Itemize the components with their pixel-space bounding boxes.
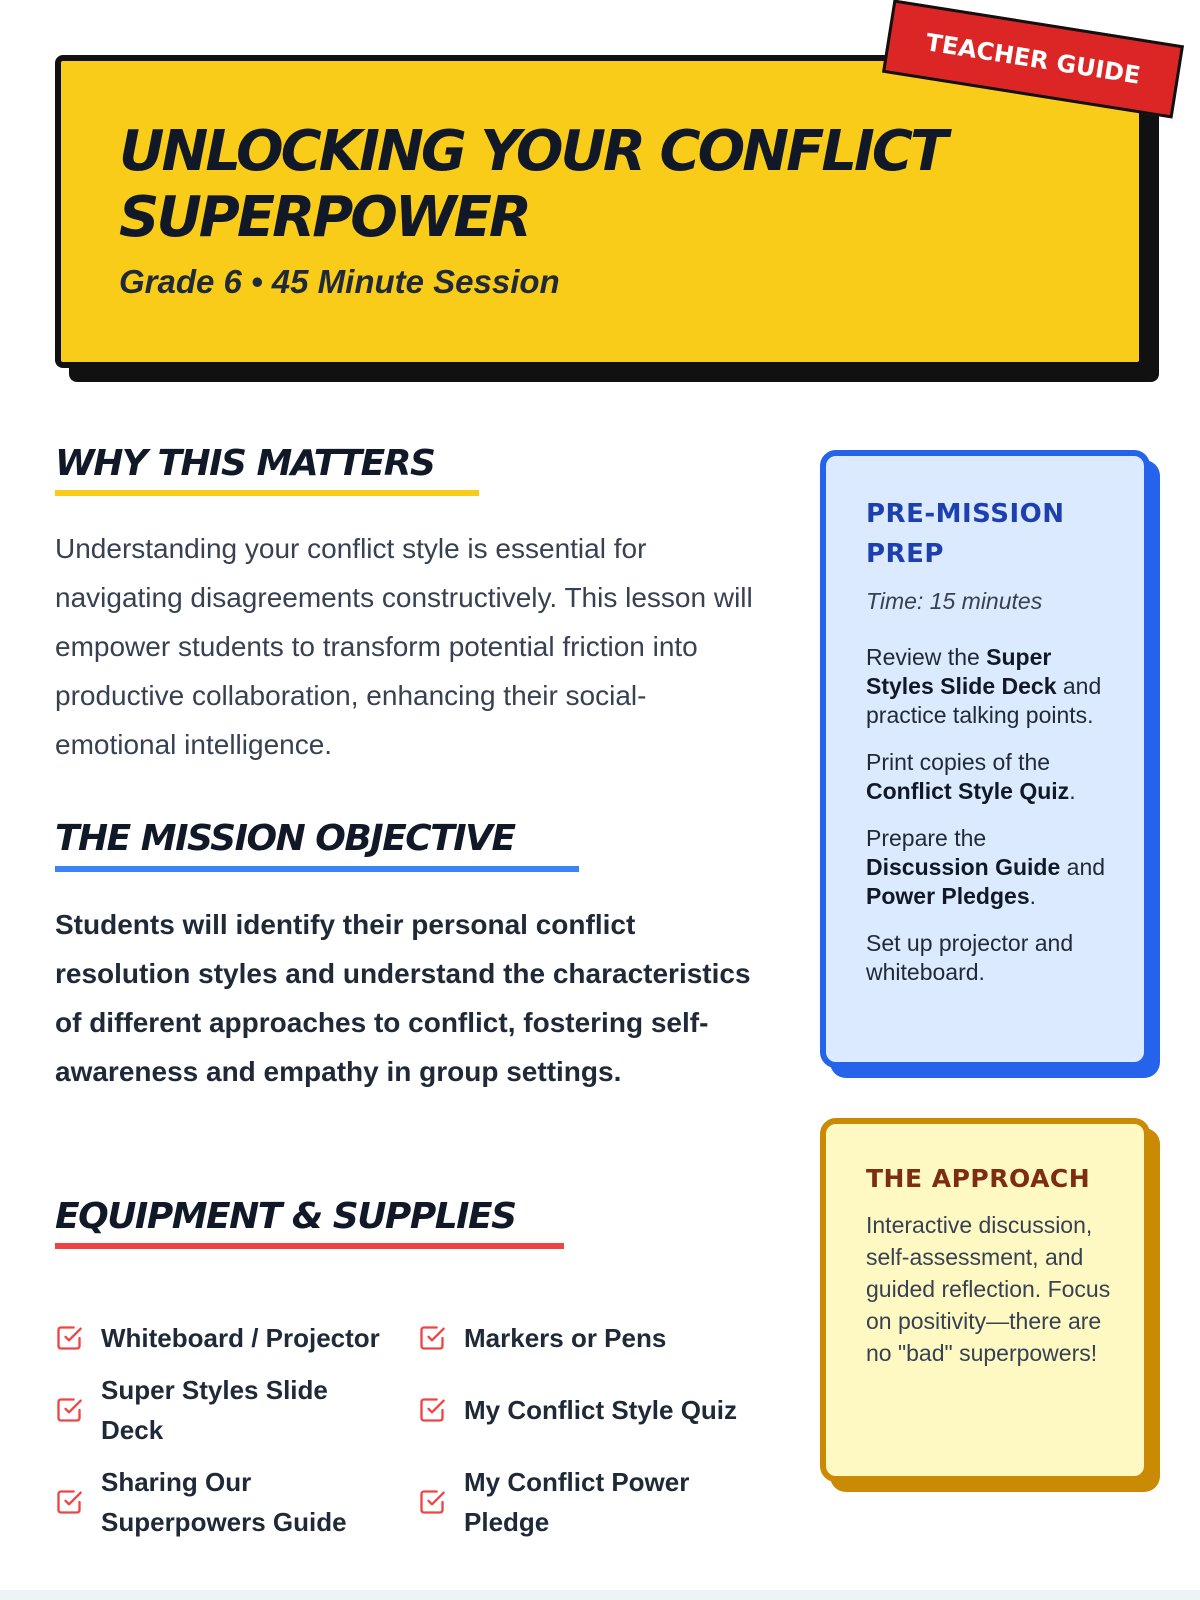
supply-label: My Conflict Power Pledge	[464, 1467, 690, 1537]
why-body: Understanding your conflict style is essential for navigating disagreements constructively. This lesson will empower students to transform potential friction into productive collaboration, enhancing their social-emotional intelligence.	[55, 533, 753, 760]
pre-mission-prep-card	[820, 450, 1150, 1068]
why-underline	[55, 490, 479, 496]
supply-label: Sharing Our Superpowers Guide	[101, 1467, 347, 1537]
why-heading: WHY THIS MATTERS	[55, 443, 435, 484]
prep-item: Review the Super Styles Slide Deck and practice talking points.	[866, 644, 1102, 728]
approach-title: THE APPROACH	[866, 1164, 1091, 1193]
page-footer-strip	[0, 1590, 1200, 1600]
prep-item: Prepare the Discussion Guide and Power Pledges.	[866, 825, 1106, 909]
checkbox-checked-icon	[418, 1324, 446, 1352]
supply-label: Super Styles Slide Deck	[101, 1375, 328, 1445]
supply-label: Whiteboard / Projector	[101, 1323, 380, 1353]
supply-item	[55, 1462, 385, 1542]
prep-item: Set up projector and whiteboard.	[866, 930, 1074, 985]
supplies-underline	[55, 1243, 564, 1249]
supply-label: My Conflict Style Quiz	[464, 1395, 738, 1425]
checkbox-checked-icon	[55, 1488, 83, 1516]
teacher-guide-badge: TEACHER GUIDE	[882, 0, 1184, 119]
approach-body: Interactive discussion, self-assessment, and guided reflection. Focus on positivity—there are no "bad" superpowers!	[866, 1212, 1111, 1366]
supply-label: Markers or Pens	[464, 1323, 667, 1353]
supply-item	[55, 1318, 400, 1358]
prep-item: Print copies of the Conflict Style Quiz.	[866, 749, 1076, 804]
page-subtitle: Grade 6 • 45 Minute Session	[119, 263, 560, 300]
header-card	[55, 55, 1145, 368]
prep-list	[866, 643, 1108, 987]
supply-item	[418, 1462, 748, 1542]
supply-item	[55, 1370, 385, 1450]
checkbox-checked-icon	[55, 1396, 83, 1424]
approach-card	[820, 1118, 1150, 1482]
page-title: UNLOCKING YOUR CONFLICT SUPERPOWER	[119, 119, 946, 250]
supply-item	[418, 1318, 763, 1358]
checkbox-checked-icon	[418, 1396, 446, 1424]
objective-body: Students will identify their personal conflict resolution styles and understand the characteristics of different approaches to conflict, fostering self-awareness and empathy in group settings.	[55, 909, 751, 1087]
supply-item	[418, 1390, 763, 1430]
checkbox-checked-icon	[418, 1488, 446, 1516]
objective-underline	[55, 866, 579, 872]
objective-heading: THE MISSION OBJECTIVE	[55, 818, 515, 859]
supplies-heading: EQUIPMENT & SUPPLIES	[55, 1196, 516, 1237]
checkbox-checked-icon	[55, 1324, 83, 1352]
prep-time: Time: 15 minutes	[866, 588, 1043, 614]
prep-title: PRE-MISSION PREP	[866, 499, 1065, 569]
